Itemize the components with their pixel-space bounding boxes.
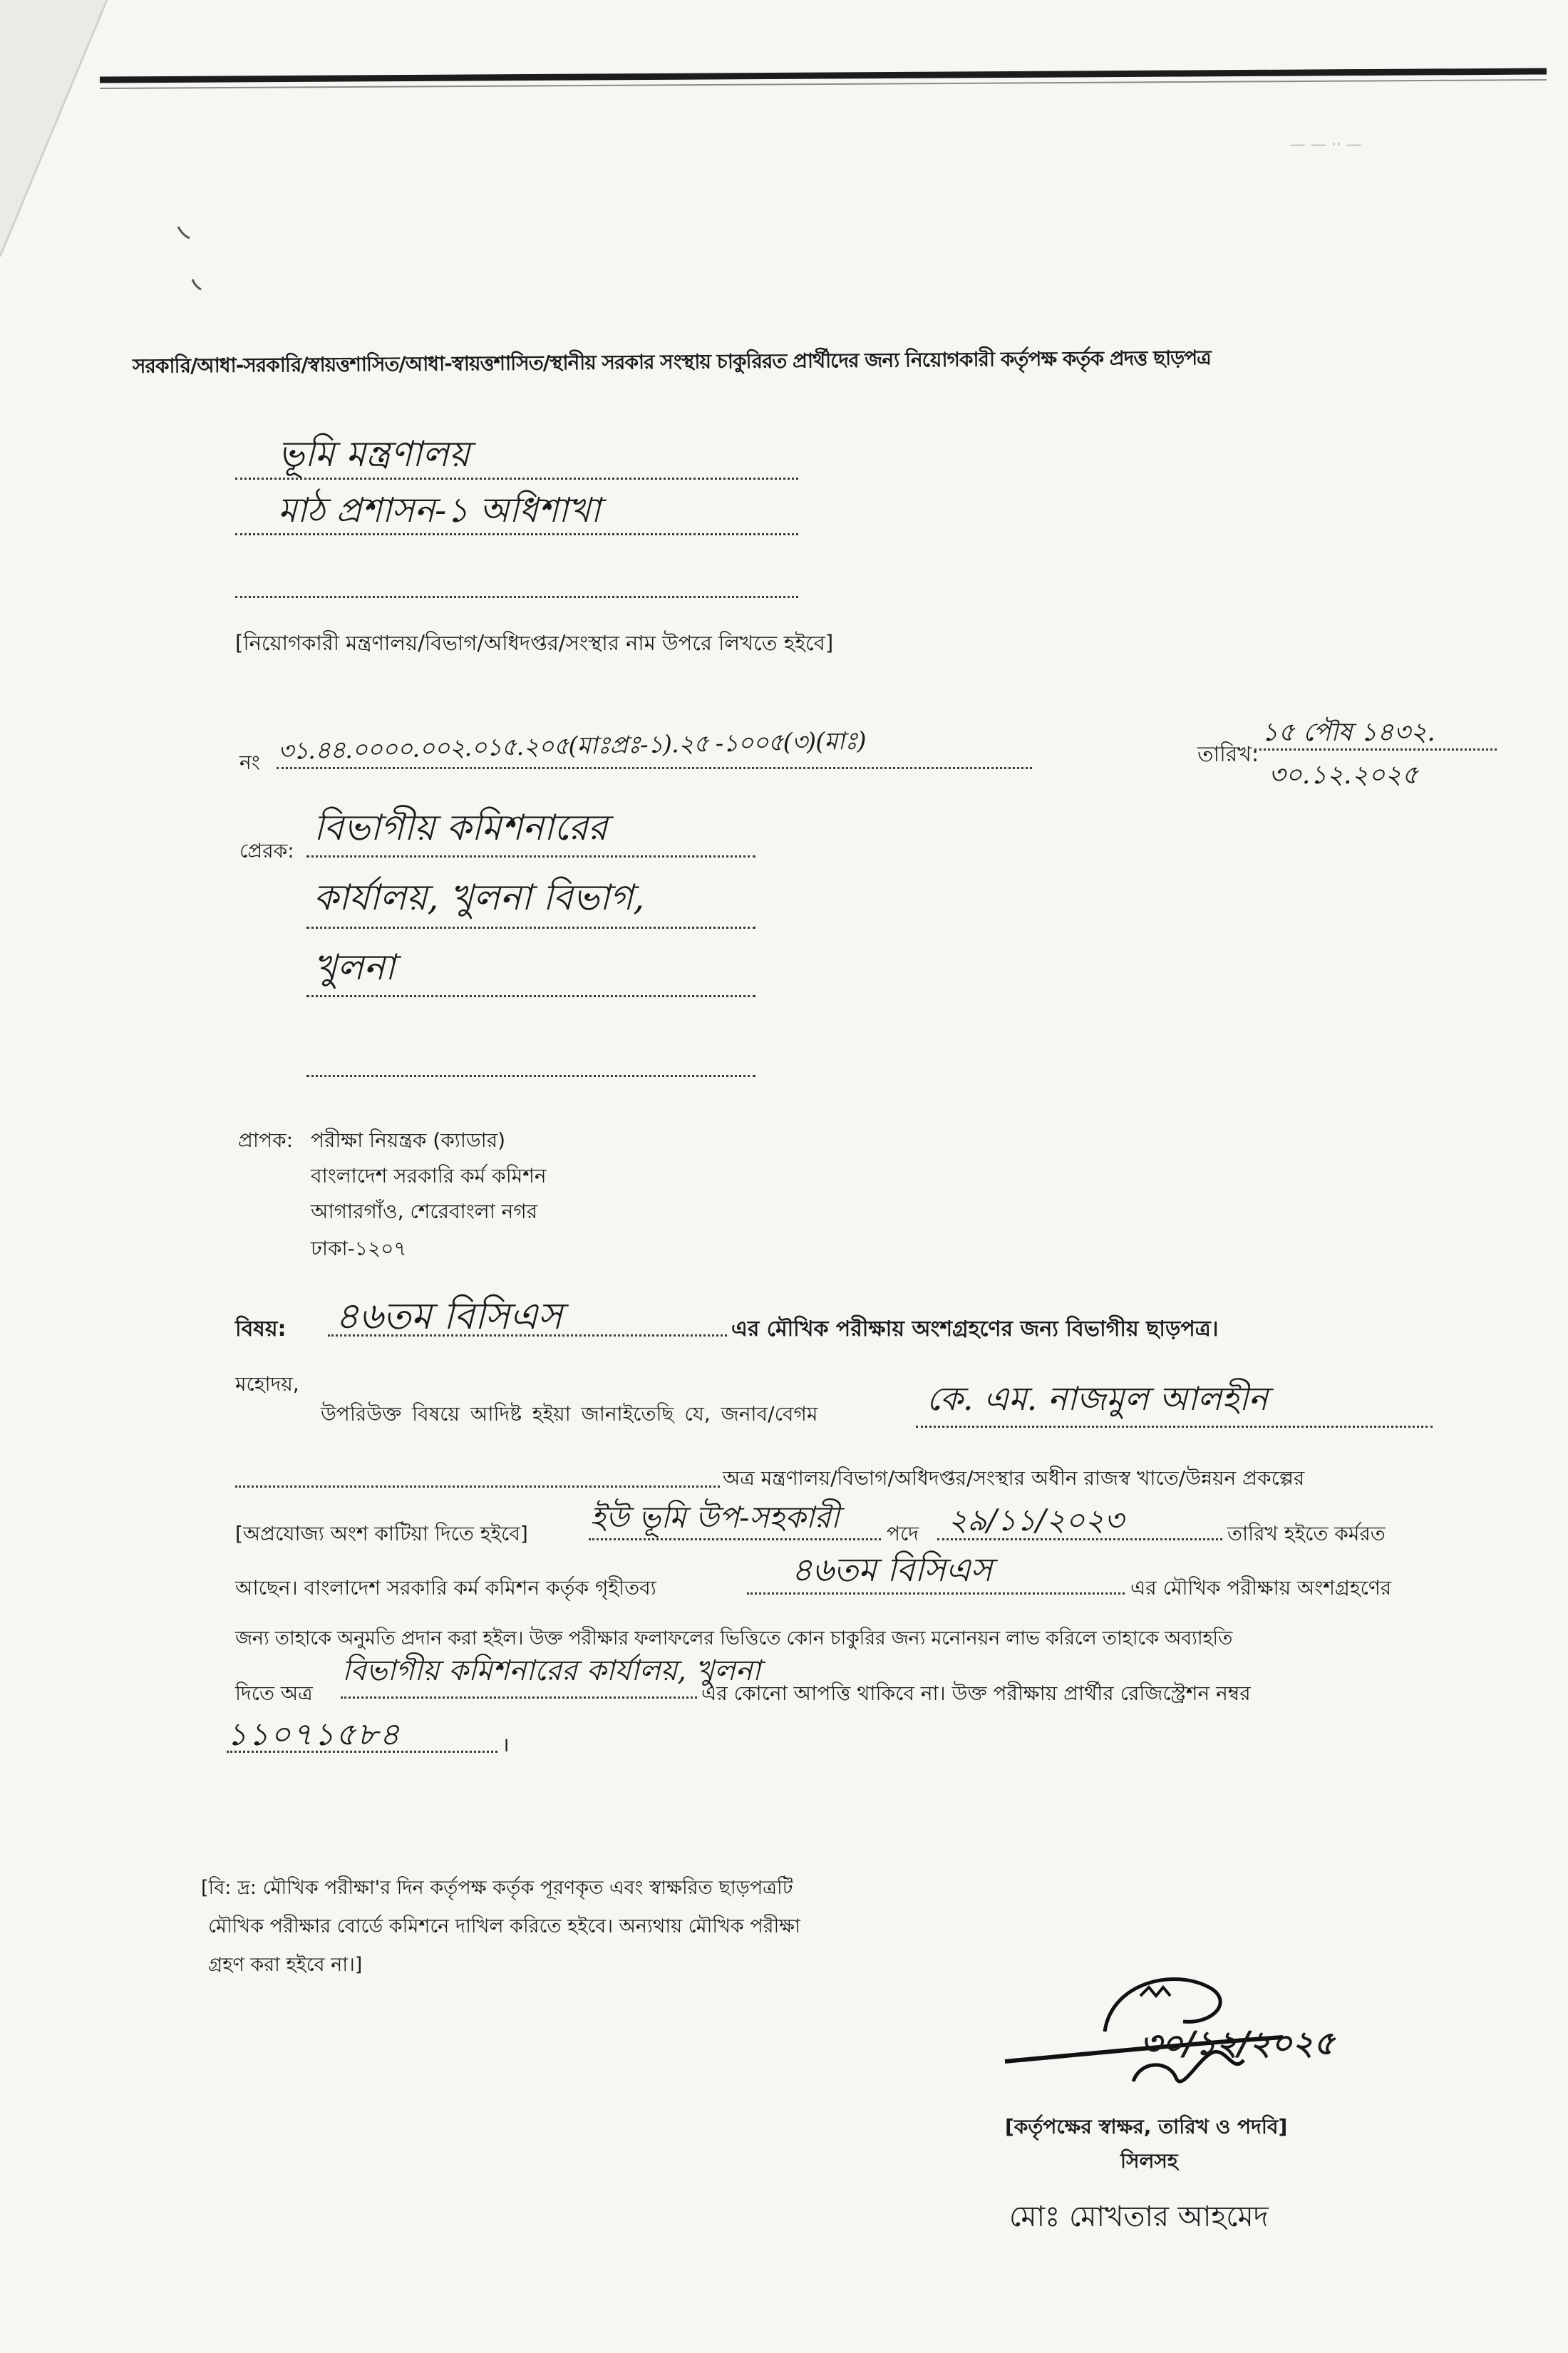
candidate-name-line (916, 1426, 1433, 1428)
note-line-1: [বি: দ্র: মৌখিক পরীক্ষা'র দিন কর্তৃপক্ষ কর্তৃক পূরণকৃত এবং স্বাক্ষরিত ছাড়পত্রটি (201, 1877, 793, 1899)
svg-text:— — ·· —: — — ·· — (1290, 136, 1362, 154)
sender-label: প্রেরক: (239, 839, 294, 863)
subject-label: বিষয়: (235, 1317, 287, 1342)
registration-line (227, 1751, 497, 1753)
employer-branch: মাঠ প্রশাসন-১ অধিশাখা (278, 490, 601, 530)
salutation: মহোদয়, (235, 1372, 299, 1396)
memo-number-line (277, 767, 1032, 769)
subject-exam: ৪৬তম বিসিএস (335, 1295, 562, 1338)
memo-number: ৩১.৪৪.০০০০.০০২.০১৫.২০৫(মাঃপ্রঃ-১).২৫ -১০০৫(৩)(মাঃ) (277, 726, 866, 766)
form-title: সরকারি/আধা-সরকারি/স্বায়ত্তশাসিত/আধা-স্বায়ত্তশাসিত/স্থানীয় সরকার সংস্থায় চাকুরিরত প্রার্থীদের জন্য নিয়োগকারী কর্তৃপক্ষ কর্তৃক প্রদত্ত ছাড়পত্র (132, 346, 1211, 378)
memo-number-label: নং (239, 751, 260, 774)
employer-ministry: ভূমি মন্ত্রণালয় (278, 433, 470, 475)
body-line-1a: উপরিউক্ত বিষয়ে আদিষ্ট হইয়া জানাইতেছি যে, জনাব/বেগম (321, 1402, 818, 1426)
exam-line (747, 1592, 1125, 1595)
body-line-1h: দিতে অত্র (235, 1682, 313, 1705)
employer-instruction: [নিয়োগকারী মন্ত্রণালয়/বিভাগ/অধিদপ্তর/সংস্থার নাম উপরে লিখতে হইবে] (235, 631, 834, 655)
subject-line (328, 1334, 727, 1337)
registration-number: ১১০৭১৫৮৪ (227, 1716, 401, 1753)
post-label: পদে (887, 1522, 919, 1545)
join-date-line (937, 1538, 1222, 1540)
post-line (589, 1538, 881, 1540)
office-line (341, 1696, 697, 1699)
signature-date: ৩০/১২/২০২৫ (1140, 2024, 1335, 2062)
body-line-1c: [অপ্রযোজ্য অংশ কাটিয়া দিতে হইবে] (235, 1522, 528, 1545)
sender-dotted-4 (306, 1075, 755, 1077)
exam-name: ৪৬তম বিসিএস (791, 1550, 993, 1589)
recipient-line-2: বাংলাদেশ সরকারি কর্ম কমিশন (311, 1164, 547, 1188)
subject-suffix: এর মৌখিক পরীক্ষায় অংশগ্রহণের জন্য বিভাগীয় ছাড়পত্র। (731, 1317, 1219, 1342)
sender-dotted-2 (306, 927, 755, 929)
employer-line-2 (235, 533, 798, 535)
sender-line-1: বিভাগীয় কমিশনারের (314, 807, 608, 848)
join-date: ২৯/১১/২০২৩ (948, 1503, 1124, 1538)
date-bangla: ১৫ পৌষ ১৪৩২. (1262, 718, 1435, 747)
recipient-label: প্রাপক: (238, 1128, 294, 1152)
candidate-name: কে. এম. নাজমুল আলহীন (927, 1379, 1268, 1418)
date-english: ৩০.১২.২০২৫ (1269, 761, 1419, 790)
body-line-1e: আছেন। বাংলাদেশ সরকারি কর্ম কমিশন কর্তৃক গৃহীতব্য (235, 1576, 656, 1600)
employer-line-3 (235, 596, 798, 598)
body-line-1i: এর কোনো আপত্তি থাকিবে না। উক্ত পরীক্ষায় প্রার্থীর রেজিস্ট্রেশন নম্বর (701, 1682, 1251, 1705)
body-line-1f: এর মৌখিক পরীক্ষায় অংশগ্রহণের (1130, 1576, 1392, 1600)
recipient-line-1: পরীক্ষা নিয়ন্ত্রক (ক্যাডার) (311, 1128, 506, 1152)
name-continuation-line (235, 1486, 720, 1488)
note-line-3: গ্রহণ করা হইবে না।] (208, 1954, 363, 1976)
recipient-line-4: ঢাকা-১২০৭ (311, 1237, 407, 1260)
body-line-1d: তারিখ হইতে কর্মরত (1227, 1522, 1386, 1545)
recipient-line-3: আগারগাঁও, শেরেবাংলা নগর (311, 1200, 538, 1223)
registration-end: । (502, 1733, 510, 1756)
sender-line-2: কার্যালয়, খুলনা বিভাগ, (314, 877, 645, 918)
sender-dotted-3 (306, 995, 755, 997)
office-name: বিভাগীয় কমিশনারের কার্যালয়, খুলনা (342, 1654, 761, 1687)
date-line (1254, 748, 1497, 751)
employer-line-1 (235, 478, 798, 480)
sender-line-3: খুলনা (314, 947, 396, 988)
body-line-1b: অত্র মন্ত্রণালয়/বিভাগ/অধিদপ্তর/সংস্থার অধীন রাজস্ব খাতে/উন্নয়ন প্রকল্পের (723, 1466, 1305, 1490)
body-line-1g: জন্য তাহাকে অনুমতি প্রদান করা হইল। উক্ত পরীক্ষার ফলাফলের ভিত্তিতে কোন চাকুরির জন্য মনোনয়ন লাভ করিলে তাহাকে অব্যাহতি (235, 1627, 1233, 1649)
note-line-2: মৌখিক পরীক্ষার বোর্ডে কমিশনে দাখিল করিতে হইবে। অন্যথায় মৌখিক পরীক্ষা (208, 1915, 800, 1937)
date-label: তারিখ: (1197, 742, 1259, 767)
candidate-post: ইউ ভূমি উপ-সহকারী (590, 1500, 840, 1535)
signature-caption: [কর্তৃপক্ষের স্বাক্ষর, তারিখ ও পদবি] (1005, 2115, 1288, 2138)
sender-dotted-1 (306, 855, 755, 858)
signatory-name: মোঃ মোখতার আহমেদ (1009, 2200, 1269, 2233)
signature-seal: সিলসহ (1120, 2149, 1178, 2173)
